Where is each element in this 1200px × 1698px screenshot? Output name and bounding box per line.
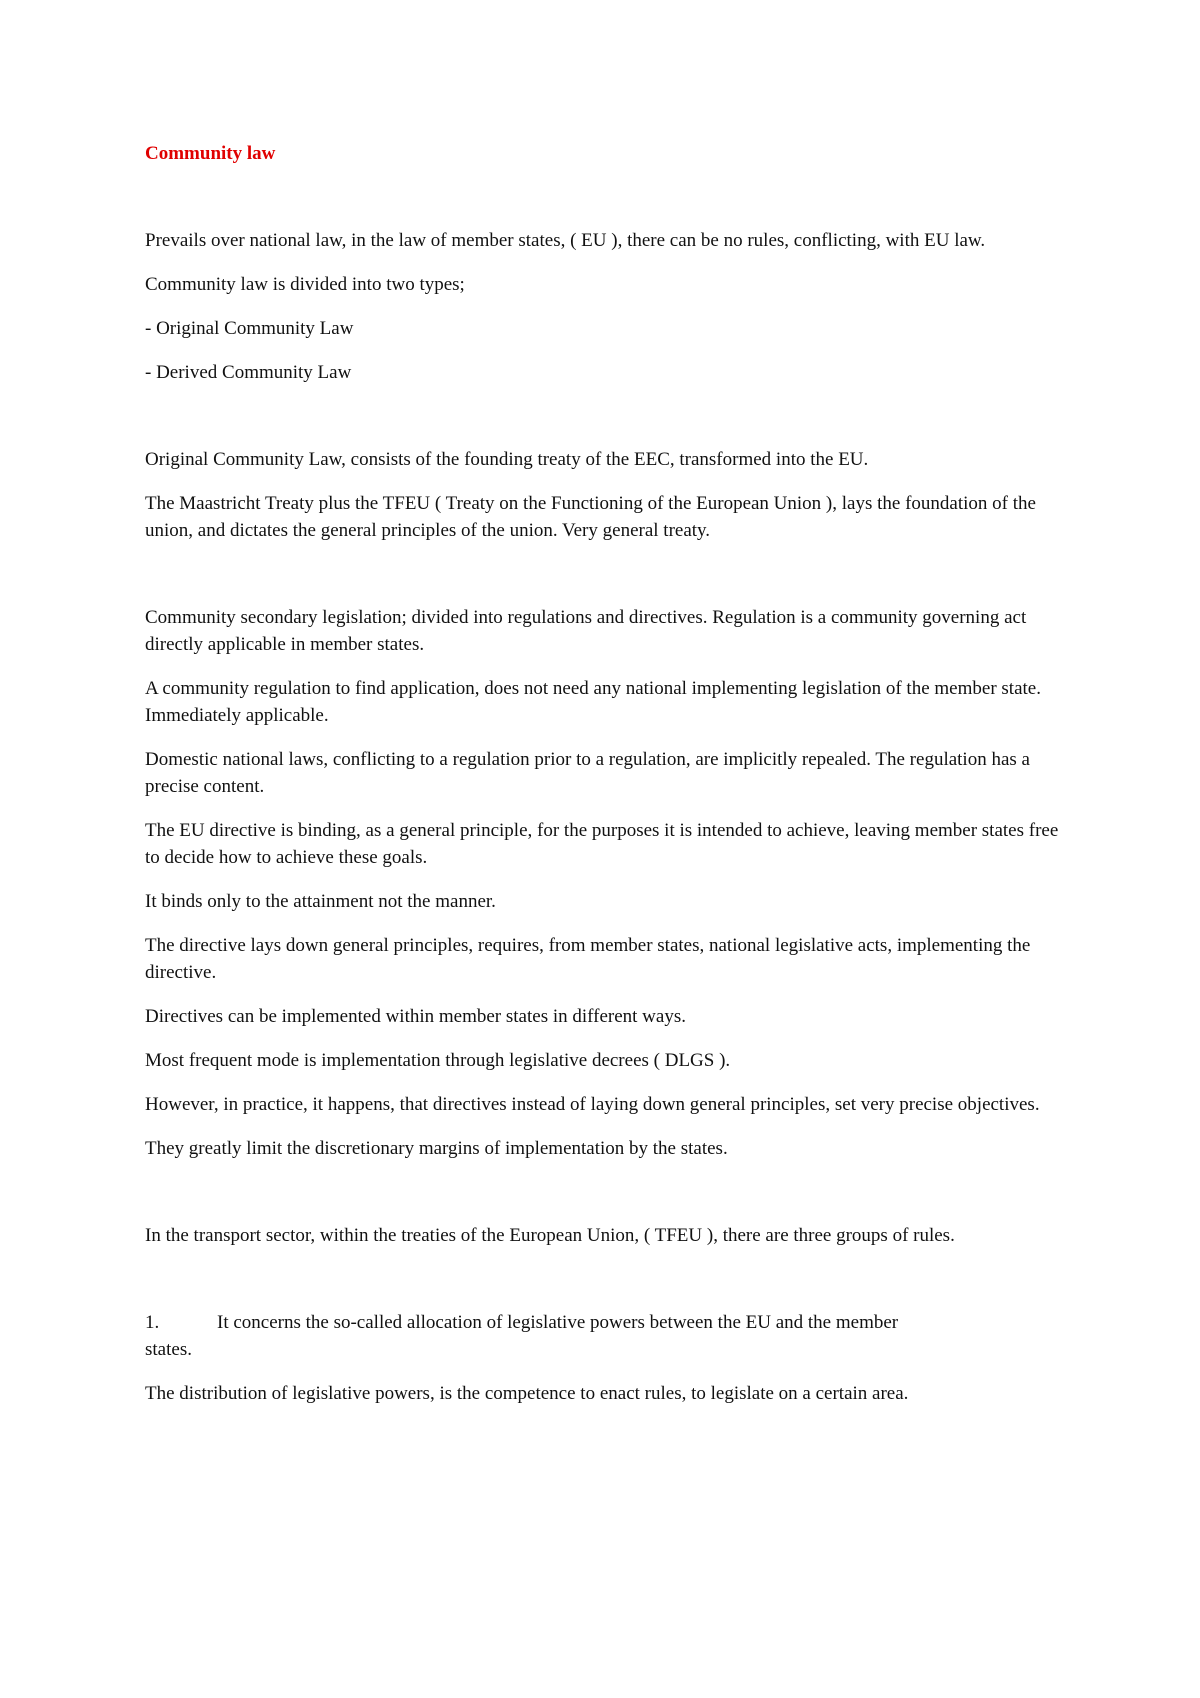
- spacer: [145, 1266, 1063, 1309]
- spacer: [145, 561, 1063, 604]
- paragraph: A community regulation to find application, does not need any national implementing legislation of the member state. Immediately applicable.: [145, 678, 1041, 726]
- document-title: Community law: [145, 143, 276, 164]
- numbered-item: [145, 1309, 1063, 1363]
- document-body: [145, 140, 1063, 1424]
- paragraph: The directive lays down general principles, requires, from member states, national legislative acts, implementing the directive.: [145, 935, 1031, 983]
- spacer: [145, 1179, 1063, 1222]
- paragraph: Original Community Law, consists of the founding treaty of the EEC, transformed into the EU.: [145, 449, 869, 470]
- list-item: - Derived Community Law: [145, 362, 352, 383]
- paragraph: In the transport sector, within the treaties of the European Union, ( TFEU ), there are three groups of rules.: [145, 1225, 955, 1246]
- paragraph: However, in practice, it happens, that directives instead of laying down general principles, set very precise objectives.: [145, 1094, 1040, 1115]
- item-number: 1.: [145, 1312, 160, 1333]
- numbered-item-first-line: [145, 1309, 1063, 1336]
- item-text: It concerns the so-called allocation of legislative powers between the EU and the member: [217, 1312, 899, 1333]
- spacer: [145, 403, 1063, 446]
- list-item: - Original Community Law: [145, 318, 354, 339]
- paragraph: The distribution of legislative powers, is the competence to enact rules, to legislate on a certain area.: [145, 1383, 909, 1404]
- paragraph: Domestic national laws, conflicting to a regulation prior to a regulation, are implicitly repealed. The regulation has a precise content.: [145, 749, 1030, 797]
- spacer: [145, 167, 1063, 227]
- paragraph: Directives can be implemented within member states in different ways.: [145, 1006, 686, 1027]
- paragraph: They greatly limit the discretionary margins of implementation by the states.: [145, 1138, 728, 1159]
- paragraph: The Maastricht Treaty plus the TFEU ( Treaty on the Functioning of the European Union ), lays the foundation of the union, and dictates the general principles of the union. Very general treaty.: [145, 493, 1036, 541]
- paragraph: Community secondary legislation; divided into regulations and directives. Regulation is a community governing act directly applicable in member states.: [145, 607, 1027, 655]
- item-text-continuation: states.: [145, 1339, 192, 1360]
- paragraph: It binds only to the attainment not the manner.: [145, 891, 496, 912]
- paragraph: Community law is divided into two types;: [145, 274, 465, 295]
- paragraph: Prevails over national law, in the law of member states, ( EU ), there can be no rules, conflicting, with EU law.: [145, 230, 986, 251]
- paragraph: Most frequent mode is implementation through legislative decrees ( DLGS ).: [145, 1050, 731, 1071]
- paragraph: The EU directive is binding, as a general principle, for the purposes it is intended to achieve, leaving member states free to decide how to achieve these goals.: [145, 820, 1059, 868]
